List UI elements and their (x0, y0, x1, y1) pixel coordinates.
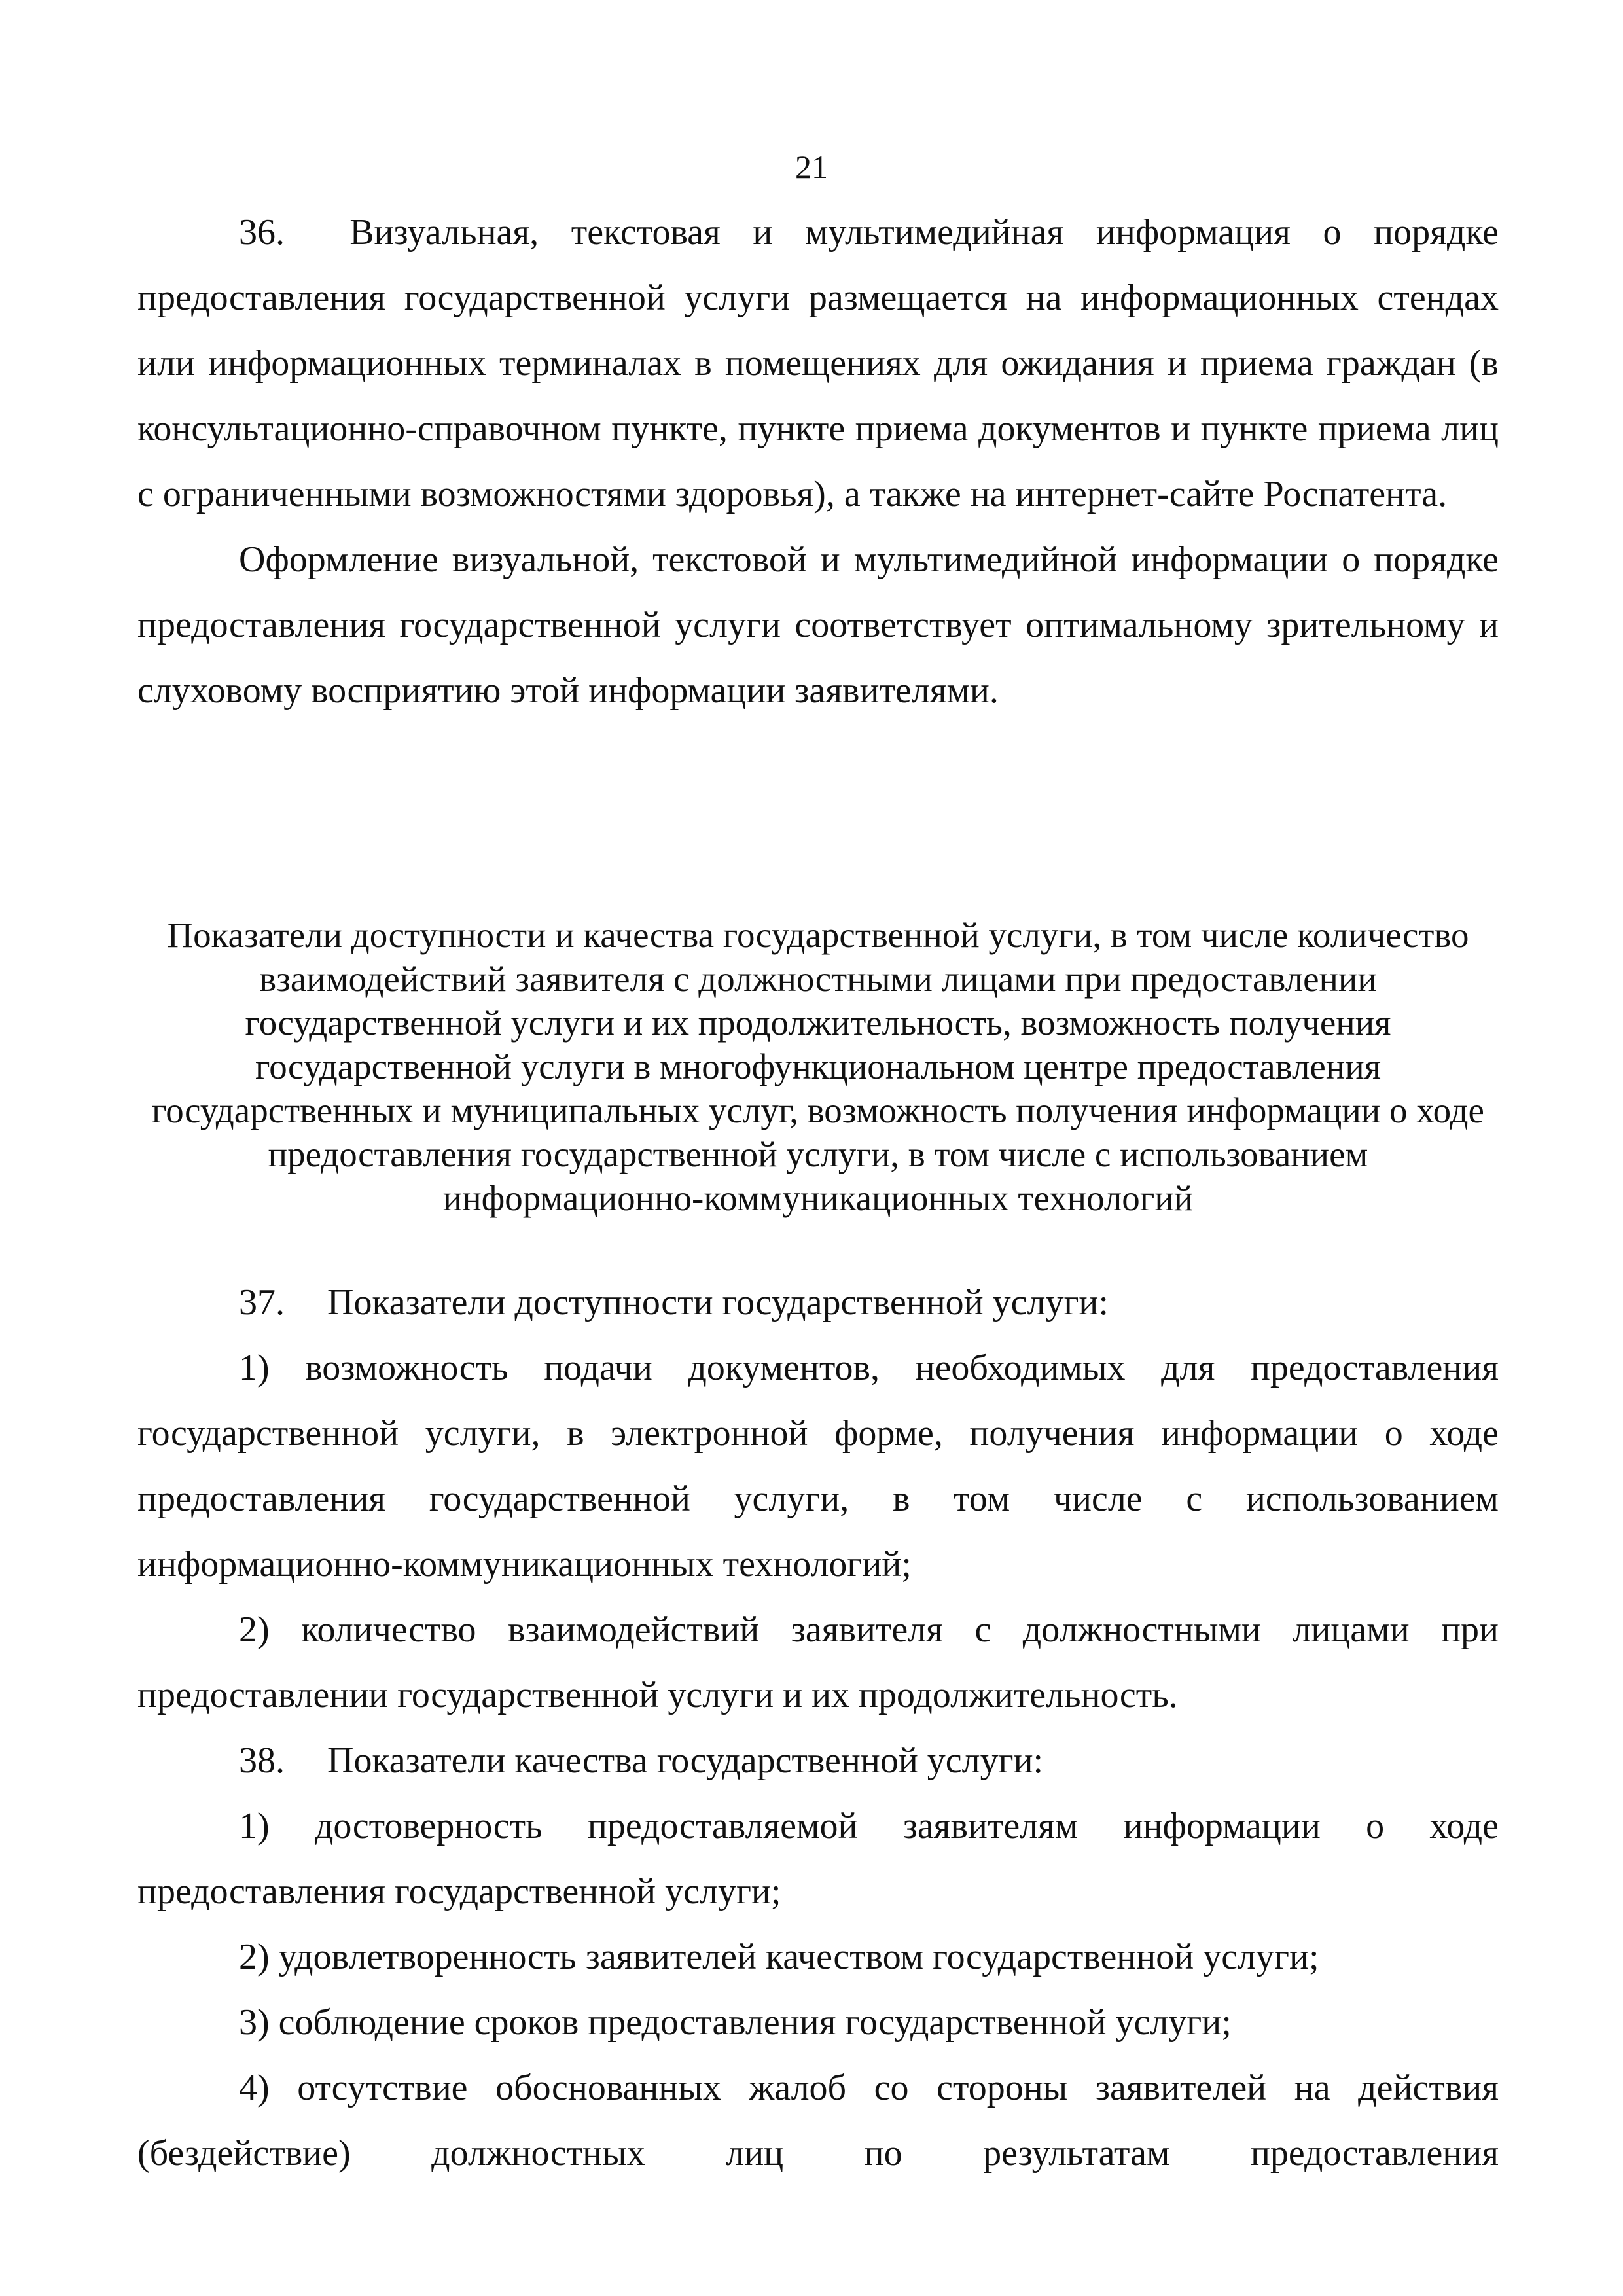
page-number: 21 (795, 149, 828, 185)
paragraph-37-text: Показатели доступности государственной услуги: (327, 1282, 1109, 1323)
paragraph-38-item-1: 1) достоверность предоставляемой заявителям информации о ходе предоставления государственной услуги; (137, 1806, 1499, 1912)
paragraph-37-number: 37. (239, 1282, 285, 1323)
section-heading: Показатели доступности и качества государственной услуги, в том числе количество взаимодействий заявителя с должностными лицами при предоставлении государственной услуги и их продолжительность, возможность получения государственной услуги в многофункциональном центре предоставления государственных и муниципальных услуг, возможность получения информации о ходе предоставления государственной услуги, в том числе с использованием информационно-коммуникационных технологий (152, 915, 1484, 1218)
paragraph-38-number: 38. (239, 1740, 285, 1781)
section-36-block (137, 200, 1499, 723)
paragraph-38-text: Показатели качества государственной услуги: (327, 1740, 1044, 1781)
paragraph-38 (137, 1728, 1499, 1793)
paragraph-38-item-3: 3) соблюдение сроков предоставления государственной услуги; (239, 2002, 1232, 2043)
paragraph-37-item-2: 2) количество взаимодействий заявителя с должностными лицами при предоставлении государственной услуги и их продолжительность. (137, 1609, 1499, 1715)
paragraph-37 (137, 1270, 1499, 1335)
paragraph-38-item-2: 2) удовлетворенность заявителей качеством государственной услуги; (239, 1937, 1319, 1977)
section-37-38-block (137, 1270, 1499, 2186)
paragraph-38-item-4: 4) отсутствие обоснованных жалоб со стороны заявителей на действия (бездействие) должностных лиц по результатам предоставления (137, 2068, 1499, 2174)
paragraph-36: 36. Визуальная, текстовая и мультимедийная информация о порядке предоставления государственной услуги размещается на информационных стендах или информационных терминалах в помещениях для ожидания и приема граждан (в консультационно-справочном пункте, пункте приема документов и пункте приема лиц с ограниченными возможностями здоровья), а также на интернет-сайте Роспатента. (137, 212, 1499, 514)
paragraph-36-design: Оформление визуальной, текстовой и мультимедийной информации о порядке предоставления государственной услуги соответствует оптимальному зрительному и слуховому восприятию этой информации заявителями. (137, 539, 1499, 711)
paragraph-37-item-1: 1) возможность подачи документов, необходимых для предоставления государственной услуги, в электронной форме, получения информации о ходе предоставления государственной услуги, в том числе с использованием информационно-коммуникационных технологий; (137, 1348, 1499, 1585)
